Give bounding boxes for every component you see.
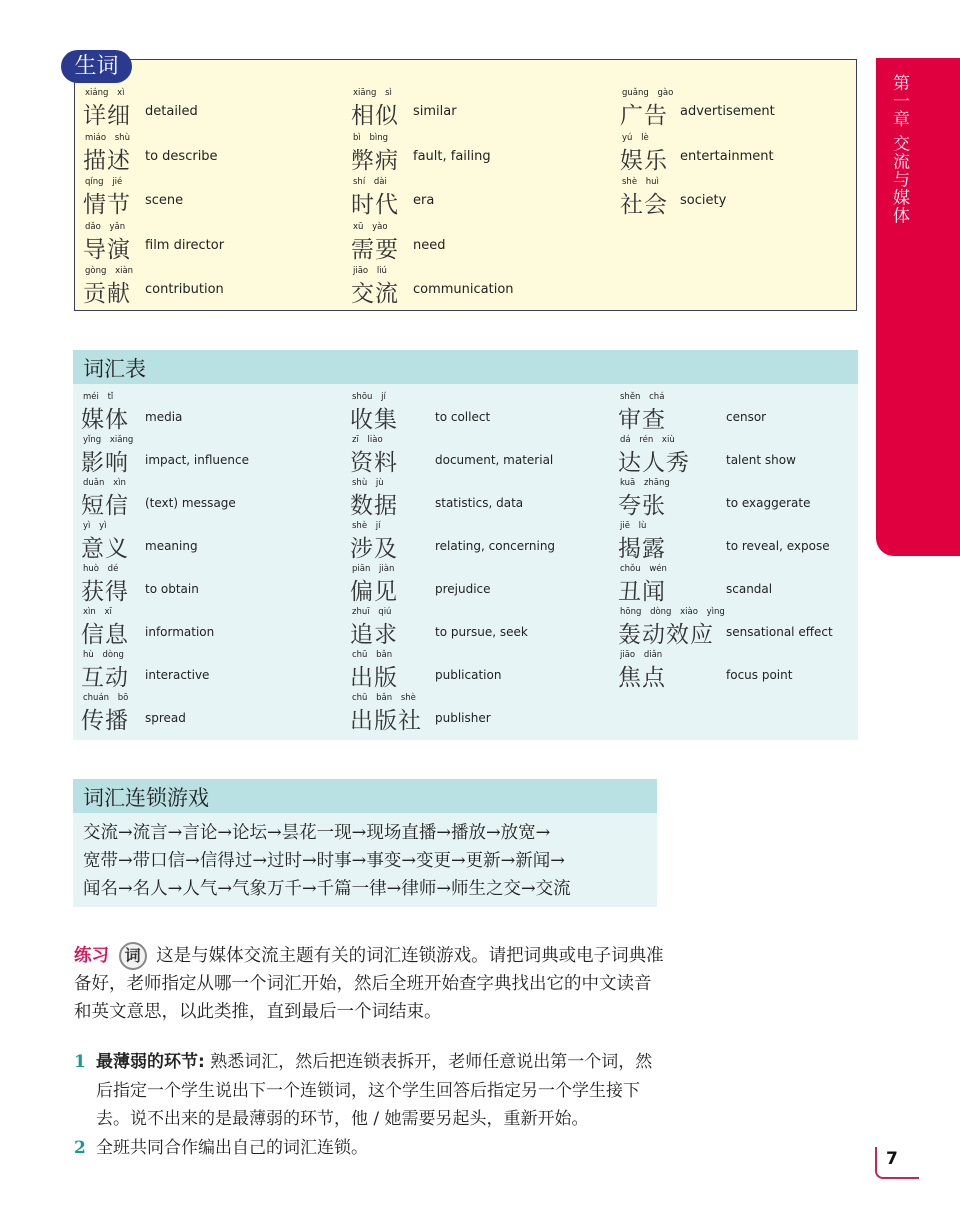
pinyin: shè huì [622, 177, 659, 187]
hanzi: 审查 [618, 407, 666, 433]
hanzi: 短信 [81, 493, 129, 519]
hanzi: 详细 [83, 103, 131, 129]
hanzi: 影响 [81, 450, 129, 476]
pinyin: jiāo liú [353, 266, 387, 276]
hanzi: 出版 [350, 665, 398, 691]
hanzi: 传播 [81, 708, 129, 734]
exercise-label: 练习 [74, 946, 109, 966]
hanzi: 社会 [620, 192, 668, 218]
english: film director [145, 237, 225, 253]
hanzi: 揭露 [618, 536, 666, 562]
hanzi: 情节 [83, 192, 131, 218]
english: sensational effect [726, 625, 833, 639]
pinyin: shěn chá [620, 392, 665, 402]
new-words-box [74, 59, 857, 311]
pinyin: shù jù [352, 478, 384, 488]
pinyin: xiáng xì [85, 88, 125, 98]
hanzi: 出版社 [350, 708, 422, 734]
english: need [413, 237, 446, 253]
chain-game-title: 词汇连锁游戏 [83, 786, 209, 810]
english: detailed [145, 104, 198, 119]
hanzi: 娱乐 [620, 147, 668, 174]
item-text: 全班共同合作编出自己的词汇连锁。 [96, 1137, 368, 1158]
pinyin: hù dòng [83, 650, 124, 660]
hanzi: 资料 [350, 450, 398, 476]
hanzi: 数据 [350, 493, 398, 519]
hanzi: 媒体 [81, 407, 129, 433]
english: communication [413, 282, 514, 297]
chain-game-box [73, 813, 657, 907]
item-heading: 最薄弱的环节: [96, 1052, 205, 1072]
new-words-badge: 生词 [61, 50, 132, 83]
vocab-table-title: 词汇表 [83, 357, 146, 381]
english: to describe [145, 148, 218, 164]
pinyin: xū yào [353, 221, 388, 232]
item-number: 2 [74, 1137, 86, 1158]
hanzi: 需要 [351, 236, 399, 263]
hanzi: 广告 [620, 103, 668, 129]
english: era [413, 193, 435, 208]
pinyin: méi tǐ [83, 392, 114, 402]
exercise-item [74, 1048, 664, 1134]
chain-game-header [73, 779, 657, 813]
hanzi: 描述 [83, 147, 131, 174]
chain-line: 闻名→名人→人气→气象万千→千篇一律→律师→师生之交→交流 [83, 879, 571, 899]
english: prejudice [435, 582, 491, 596]
pinyin: gòng xiàn [85, 266, 134, 276]
pinyin: jiāo diǎn [620, 650, 663, 660]
english: to collect [435, 410, 491, 424]
vocabulary-icon: 词 [119, 942, 147, 970]
hanzi: 互动 [81, 665, 129, 691]
hanzi: 意义 [81, 536, 129, 562]
hanzi: 导演 [83, 236, 131, 263]
vocab-table [73, 384, 858, 740]
english: media [145, 410, 183, 424]
vocab-table-header [73, 350, 858, 384]
pinyin: chǒu wén [620, 564, 667, 574]
english: information [145, 625, 215, 639]
pinyin: huò dé [83, 564, 119, 574]
pinyin: duǎn xìn [83, 478, 126, 488]
pinyin: xìn xī [83, 607, 112, 617]
english: document, material [435, 453, 554, 467]
english: society [680, 193, 727, 208]
pinyin: bì bìng [353, 132, 388, 143]
pinyin: chuán bō [83, 693, 129, 703]
pinyin: kuā zhāng [620, 478, 670, 488]
english: talent show [726, 453, 796, 467]
english: spread [145, 711, 186, 725]
english: contribution [145, 282, 224, 297]
english: scene [145, 193, 184, 208]
english: statistics, data [435, 496, 524, 510]
exercise-item [74, 1134, 664, 1163]
exercise-paragraph [74, 942, 664, 1026]
hanzi: 丑闻 [618, 579, 666, 605]
hanzi: 相似 [351, 103, 399, 129]
pinyin: shōu jí [352, 392, 386, 402]
pinyin: zī liào [352, 435, 383, 445]
chapter-tab-label: 第一章 交流与媒体 [889, 74, 909, 225]
hanzi: 涉及 [350, 536, 398, 562]
pinyin: zhuī qiú [352, 607, 392, 617]
hanzi: 偏见 [350, 579, 398, 605]
english: publication [435, 668, 502, 682]
english: similar [413, 104, 457, 119]
pinyin: yú lè [622, 132, 649, 143]
exercise-instructions: 这是与媒体交流主题有关的词汇连锁游戏。请把词典或电子词典准备好，老师指定从哪一个词汇开始，然后全班开始查字典找出它的中文读音和英文意思，以此类推，直到最后一个词结束。 [74, 946, 664, 1022]
page-number-marker [875, 1147, 919, 1179]
hanzi: 获得 [81, 579, 129, 605]
exercise-list [74, 1048, 664, 1162]
chain-line: 交流→流言→言论→论坛→昙花一现→现场直播→播放→放宽→ [83, 823, 551, 843]
pinyin: hōng dòng xiào yìng [620, 607, 725, 617]
pinyin: chū bǎn [352, 650, 393, 660]
english: fault, failing [413, 148, 491, 164]
english: advertisement [680, 104, 775, 119]
chain-line: 宽带→带口信→信得过→过时→时事→事变→变更→更新→新闻→ [83, 851, 565, 871]
pinyin: yì yì [83, 521, 107, 531]
item-number: 1 [74, 1052, 86, 1072]
english: meaning [145, 539, 198, 553]
pinyin: xiāng sì [353, 88, 392, 98]
item-text: 熟悉词汇，然后把连锁表拆开，老师任意说出第一个词，然后指定一个学生说出下一个连锁词，这个学生回答后指定另一个学生接下去。说不出来的是最薄弱的环节，他 / 她需要另起头，重新开始。 [96, 1052, 653, 1129]
hanzi: 弊病 [351, 147, 399, 174]
hanzi: 信息 [81, 622, 129, 648]
page-number: 7 [886, 1149, 898, 1169]
english: publisher [435, 711, 491, 725]
english: relating, concerning [435, 539, 556, 553]
hanzi: 贡献 [83, 281, 131, 307]
pinyin: qíng jié [85, 177, 123, 187]
english: to obtain [145, 582, 199, 596]
english: impact, influence [145, 453, 249, 467]
pinyin: chū bǎn shè [352, 693, 416, 703]
pinyin: dá rén xiù [620, 435, 675, 445]
pinyin: guǎng gào [622, 88, 674, 98]
pinyin: yǐng xiǎng [83, 435, 134, 445]
pinyin: shí dài [353, 177, 387, 187]
hanzi: 轰动效应 [618, 622, 714, 648]
pinyin: piān jiàn [352, 564, 395, 574]
hanzi: 达人秀 [618, 450, 690, 476]
english: (text) message [145, 496, 236, 510]
hanzi: 时代 [351, 192, 399, 218]
english: to reveal, expose [726, 539, 830, 553]
pinyin: miáo shù [85, 132, 130, 143]
pinyin: dǎo yǎn [85, 221, 126, 232]
hanzi: 焦点 [618, 665, 666, 691]
english: interactive [145, 668, 210, 682]
english: to exaggerate [726, 496, 811, 510]
english: censor [726, 410, 767, 424]
hanzi: 收集 [350, 407, 398, 433]
pinyin: shè jí [352, 521, 381, 531]
hanzi: 追求 [350, 622, 398, 648]
pinyin: jiē lù [620, 521, 647, 531]
english: focus point [726, 668, 793, 682]
english: to pursue, seek [435, 625, 528, 639]
hanzi: 夸张 [618, 493, 666, 519]
hanzi: 交流 [351, 281, 399, 307]
english: scandal [726, 582, 773, 596]
english: entertainment [680, 148, 774, 164]
